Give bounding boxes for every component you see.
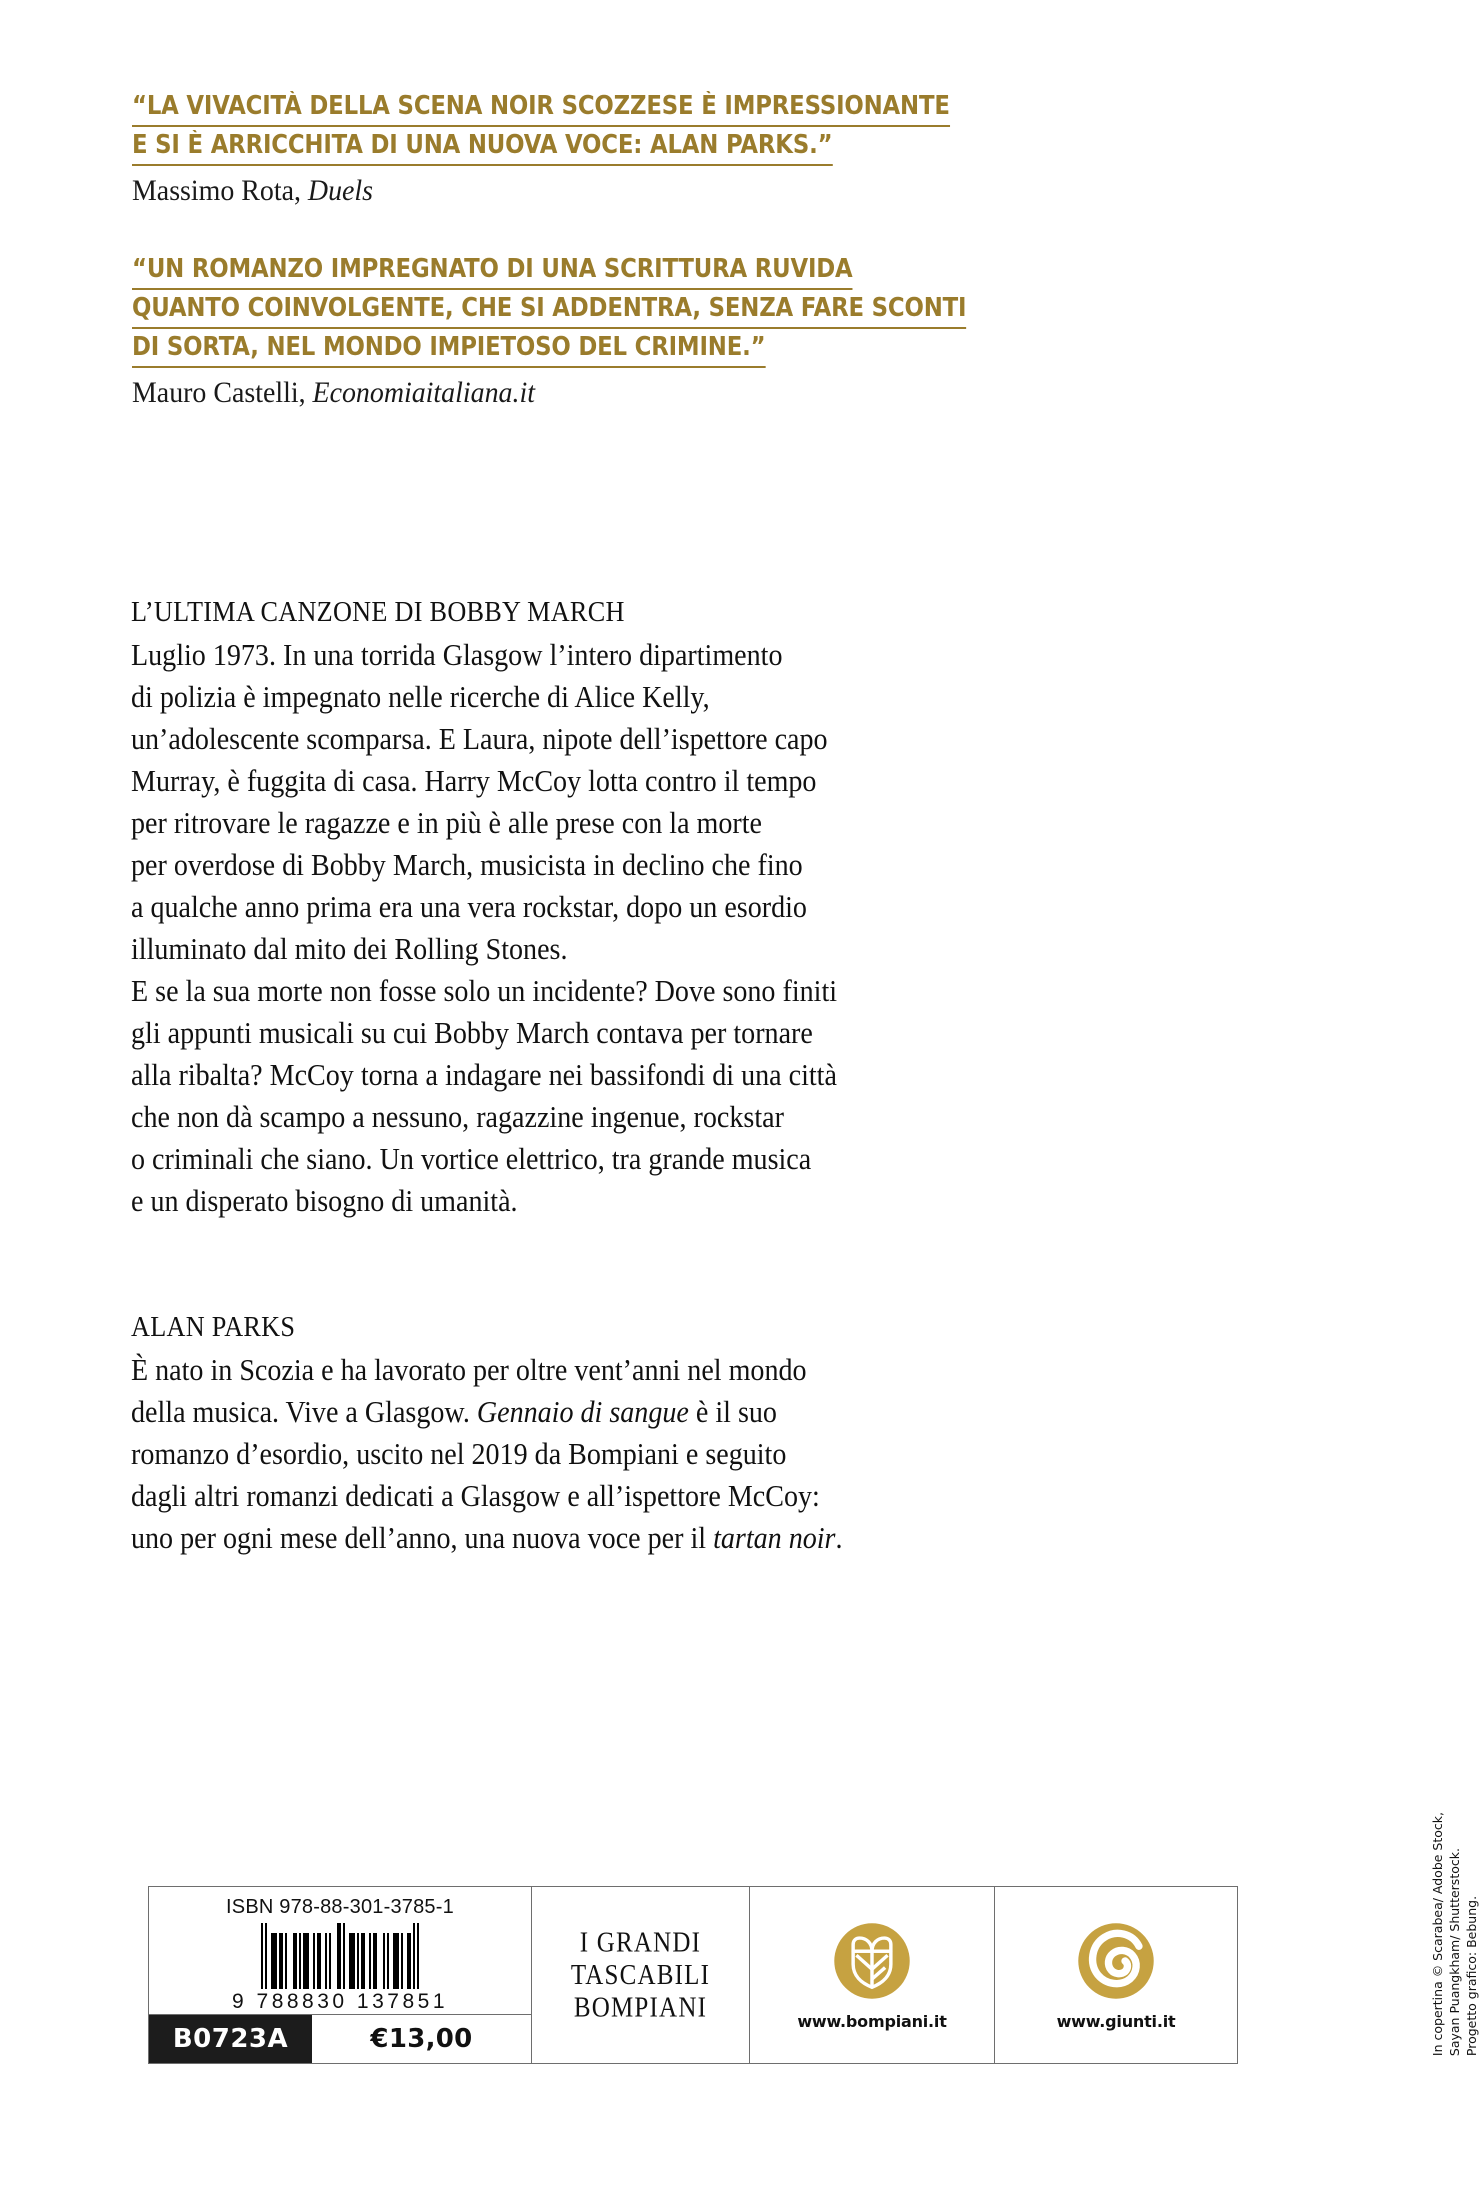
author-name-heading: ALAN PARKS [131, 1312, 296, 1343]
price-row [149, 2014, 531, 2063]
barcode-image [149, 1923, 531, 1989]
press-quotes [132, 88, 1142, 413]
bio-text: della musica. Vive a Glasgow. [131, 1395, 477, 1429]
synopsis-line: e un disperato bisogno di umanità. [131, 1184, 518, 1218]
author-bio-section [131, 1307, 1171, 1559]
barcode-cell [149, 1887, 531, 2063]
synopsis-line: illuminato dal mito dei Rolling Stones. [131, 932, 568, 966]
barcode-bars [261, 1923, 419, 1989]
author-bio-text [131, 1349, 1171, 1559]
quote-attribution-name: Massimo Rota, [132, 174, 308, 207]
giunti-logo-icon [1075, 1920, 1157, 2002]
synopsis-line: di polizia è impegnato nelle ricerche di Alice Kelly, [131, 680, 710, 714]
image-credits [1429, 1812, 1480, 2056]
quote-attribution-source: Duels [307, 174, 374, 207]
quote-attribution [132, 171, 373, 211]
synopsis-text [131, 634, 1171, 1222]
press-quote-1 [132, 88, 1142, 211]
bio-line [131, 1517, 1171, 1559]
credit-line: Sayan Puangkham/ Shutterstock. [1447, 1848, 1462, 2057]
bio-line: dagli altri romanzi dedicati a Glasgow e all’ispettore McCoy: [131, 1479, 820, 1513]
imprint-line: BOMPIANI [573, 1992, 708, 2023]
isbn-text: ISBN 978-88-301-3785-1 [226, 1896, 454, 1918]
synopsis-line: E se la sua morte non fosse solo un incidente? Dove sono finiti [131, 974, 838, 1008]
footer-band [148, 1886, 1238, 2064]
sku-badge: B0723A [149, 2015, 312, 2063]
quote-line: “UN ROMANZO IMPREGNATO DI UNA SCRITTURA RUVIDA [132, 251, 853, 290]
bio-text: uno per ogni mese dell’anno, una nuova voce per il [131, 1521, 714, 1555]
synopsis-title: L’ULTIMA CANZONE DI BOBBY MARCH [131, 597, 625, 628]
synopsis-line: alla ribalta? McCoy torna a indagare nei bassifondi di una città [131, 1058, 837, 1092]
bio-book-title: Gennaio di sangue [476, 1395, 689, 1429]
bio-line [131, 1391, 1171, 1433]
press-quote-2 [132, 251, 1142, 413]
quote-line: DI SORTA, NEL MONDO IMPIETOSO DEL CRIMINE.” [132, 329, 765, 368]
synopsis-line: per ritrovare le ragazze e in più è alle prese con la morte [131, 806, 763, 840]
quote-attribution [132, 373, 535, 413]
synopsis-line: gli appunti musicali su cui Bobby March contava per tornare [131, 1016, 813, 1050]
imprint-line: I GRANDI [579, 1927, 702, 1958]
synopsis-line: che non dà scampo a nessuno, ragazzine ingenue, rockstar [131, 1100, 784, 1134]
quote-line: “LA VIVACITÀ DELLA SCENA NOIR SCOZZESE È IMPRESSIONANTE [132, 88, 950, 127]
synopsis-line: per overdose di Bobby March, musicista in declino che fino [131, 848, 803, 882]
credit-line: In copertina © Scarabea/ Adobe Stock, [1430, 1812, 1445, 2057]
giunti-url[interactable]: www.giunti.it [1056, 2011, 1176, 2031]
bio-text: . [835, 1521, 843, 1555]
synopsis-line: Murray, è fuggita di casa. Harry McCoy lotta contro il tempo [131, 764, 817, 798]
giunti-cell [994, 1887, 1237, 2063]
price-label: €13,00 [370, 2024, 473, 2054]
bompiani-logo-icon [831, 1920, 913, 2002]
synopsis-line: a qualche anno prima era una vera rockstar, dopo un esordio [131, 890, 807, 924]
barcode-digits: 9 788830 137851 [232, 1990, 448, 2013]
synopsis-section [131, 592, 1171, 1222]
credit-line: Progetto grafico: Bebung. [1464, 1895, 1479, 2057]
bio-text: è il suo [688, 1395, 777, 1429]
imprint-line: TASCABILI [570, 1959, 711, 1991]
quote-line: E SI È ARRICCHITA DI UNA NUOVA VOCE: ALAN PARKS.” [132, 127, 832, 166]
bompiani-url[interactable]: www.bompiani.it [797, 2011, 947, 2031]
synopsis-line: Luglio 1973. In una torrida Glasgow l’intero dipartimento [131, 638, 783, 672]
synopsis-line: o criminali che siano. Un vortice elettrico, tra grande musica [131, 1142, 812, 1176]
imprint-cell [531, 1887, 749, 2063]
imprint-logo-text [571, 1926, 710, 2023]
bio-line: È nato in Scozia e ha lavorato per oltre vent’anni nel mondo [131, 1353, 807, 1387]
quote-attribution-name: Mauro Castelli, [132, 376, 313, 409]
quote-line: QUANTO COINVOLGENTE, CHE SI ADDENTRA, SENZA FARE SCONTI [132, 290, 966, 329]
synopsis-line: un’adolescente scomparsa. E Laura, nipote dell’ispettore capo [131, 722, 828, 756]
bio-line: romanzo d’esordio, uscito nel 2019 da Bompiani e seguito [131, 1437, 787, 1471]
bompiani-cell [749, 1887, 994, 2063]
bio-genre-term: tartan noir [713, 1521, 836, 1555]
quote-attribution-source: Economiaitaliana.it [312, 376, 535, 409]
